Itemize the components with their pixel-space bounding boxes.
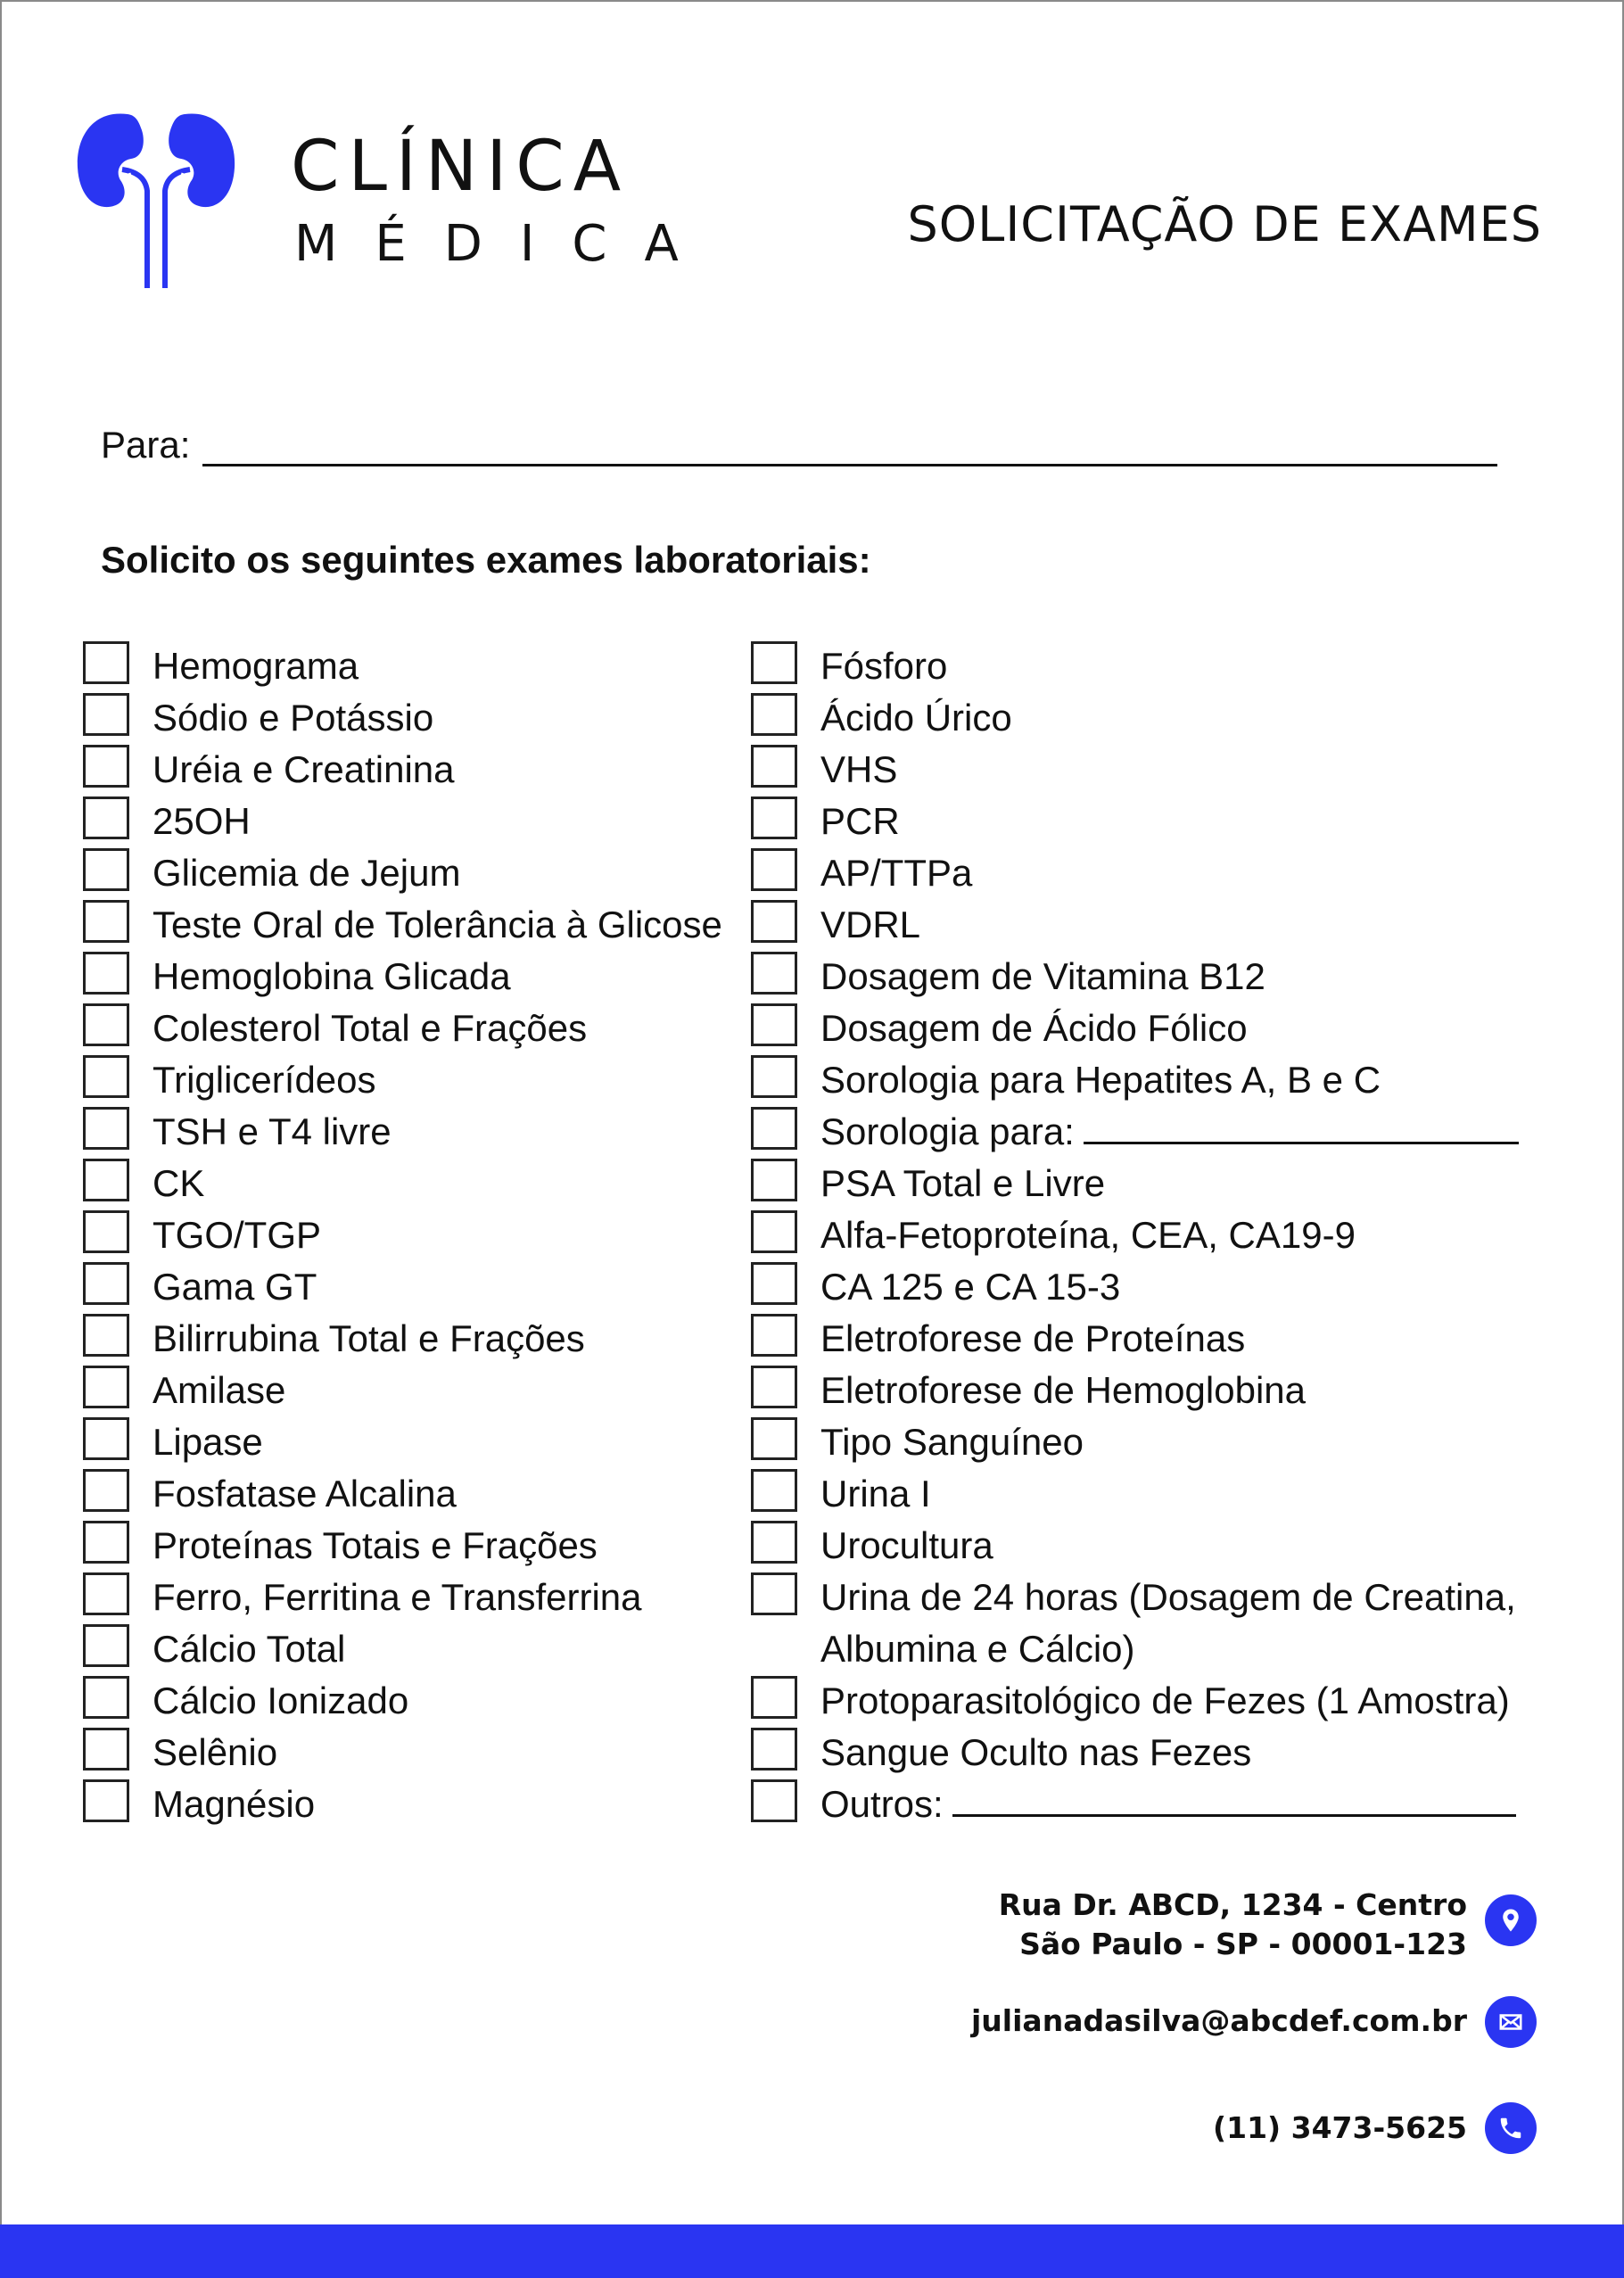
exam-checkbox[interactable]: [751, 1417, 797, 1460]
exam-label: Urina I: [820, 1473, 931, 1515]
exam-checkbox[interactable]: [83, 1469, 129, 1512]
exam-checkbox[interactable]: [83, 1728, 129, 1770]
exam-checkbox[interactable]: [83, 1366, 129, 1408]
exam-checkbox[interactable]: [83, 641, 129, 684]
exam-checkbox[interactable]: [83, 1003, 129, 1046]
exam-checkbox[interactable]: [751, 1572, 797, 1615]
exam-label: Proteínas Totais e Frações: [153, 1524, 598, 1566]
exam-request-intro: Solicito os seguintes exames laboratoriais:: [101, 539, 871, 581]
exam-label: Amilase: [153, 1369, 286, 1411]
exam-label-with-blank: [820, 1779, 1516, 1830]
exam-checkbox[interactable]: [751, 1210, 797, 1253]
exam-label: Bilirrubina Total e Frações: [153, 1317, 585, 1359]
exam-label: VHS: [820, 748, 898, 790]
kidneys-icon: [76, 105, 236, 293]
exam-checkbox[interactable]: [751, 641, 797, 684]
exam-checkbox[interactable]: [83, 1159, 129, 1201]
exam-checkbox[interactable]: [83, 1572, 129, 1615]
exam-label: Dosagem de Vitamina B12: [820, 955, 1265, 997]
exam-checkbox[interactable]: [751, 848, 797, 891]
address-line1: Rua Dr. ABCD, 1234 - Centro: [998, 1887, 1467, 1922]
exam-checkbox[interactable]: [83, 848, 129, 891]
exam-label: Sangue Oculto nas Fezes: [820, 1731, 1252, 1773]
exam-checkbox[interactable]: [751, 1003, 797, 1046]
exam-label: Tipo Sanguíneo: [820, 1421, 1084, 1463]
exam-label: Magnésio: [153, 1783, 316, 1825]
exam-checkbox[interactable]: [83, 796, 129, 839]
exam-checkbox[interactable]: [751, 1366, 797, 1408]
exam-label: Fósforo: [820, 645, 948, 687]
exam-label: Lipase: [153, 1421, 263, 1463]
exam-label: Eletroforese de Hemoglobina: [820, 1369, 1306, 1411]
exam-label: Glicemia de Jejum: [153, 852, 461, 894]
exam-label: PSA Total e Livre: [820, 1162, 1106, 1204]
exam-checkbox[interactable]: [83, 952, 129, 995]
envelope-icon: [1485, 1996, 1537, 2048]
exam-label: Hemoglobina Glicada: [153, 955, 511, 997]
para-label: Para:: [101, 424, 191, 466]
exam-label: Urocultura: [820, 1524, 993, 1566]
exam-checkbox[interactable]: [751, 796, 797, 839]
exam-checkbox[interactable]: [83, 745, 129, 788]
exam-checkbox[interactable]: [83, 1314, 129, 1357]
exam-checkbox[interactable]: [83, 1107, 129, 1150]
exam-checkbox[interactable]: [83, 1624, 129, 1667]
brand-name-line1: CLÍNICA: [291, 127, 631, 207]
contact-email[interactable]: julianadasilva@abcdef.com.br: [971, 2003, 1467, 2038]
exam-checkbox[interactable]: [751, 1469, 797, 1512]
exam-label: Alfa-Fetoproteína, CEA, CA19-9: [820, 1214, 1356, 1256]
exam-checkbox[interactable]: [751, 1055, 797, 1098]
contact-phone[interactable]: (11) 3473-5625: [1213, 2110, 1467, 2145]
exam-checkbox[interactable]: [83, 1262, 129, 1305]
exam-checkbox[interactable]: [751, 1676, 797, 1719]
exam-label: VDRL: [820, 904, 921, 945]
contact-address: [999, 1886, 1467, 1964]
exam-checkbox[interactable]: [83, 1521, 129, 1564]
exam-label: Hemograma: [153, 645, 359, 687]
exam-label: TSH e T4 livre: [153, 1110, 392, 1152]
exam-checkbox[interactable]: [751, 900, 797, 943]
outros-blank-field[interactable]: [952, 1780, 1516, 1817]
exam-checkbox[interactable]: [751, 693, 797, 736]
exam-label: TGO/TGP: [153, 1214, 321, 1256]
address-line2: São Paulo - SP - 00001-123: [1019, 1927, 1467, 1961]
exam-label: Sorologia para:: [820, 1110, 1075, 1152]
exam-label-with-blank: [820, 1106, 1519, 1158]
exam-label: Fosfatase Alcalina: [153, 1473, 457, 1515]
footer-accent-bar: [0, 2224, 1624, 2278]
exam-label: Cálcio Ionizado: [153, 1680, 409, 1721]
exam-label: PCR: [820, 800, 900, 842]
exam-checkbox[interactable]: [751, 1107, 797, 1150]
exam-label: Ácido Úrico: [820, 697, 1012, 739]
exam-checkbox[interactable]: [751, 745, 797, 788]
exam-checkbox[interactable]: [751, 1728, 797, 1770]
exam-checkbox[interactable]: [83, 1417, 129, 1460]
exam-checkbox[interactable]: [751, 952, 797, 995]
exam-label: Gama GT: [153, 1266, 317, 1308]
exam-label: Teste Oral de Tolerância à Glicose: [153, 904, 722, 945]
exam-label: Eletroforese de Proteínas: [820, 1317, 1246, 1359]
exam-checkbox[interactable]: [83, 900, 129, 943]
exam-label: Uréia e Creatinina: [153, 748, 455, 790]
exam-label: Dosagem de Ácido Fólico: [820, 1007, 1248, 1049]
exam-label: Outros:: [820, 1783, 944, 1825]
exam-label: CK: [153, 1162, 205, 1204]
phone-icon: [1485, 2102, 1537, 2154]
exam-label: Colesterol Total e Frações: [153, 1007, 588, 1049]
document-title: SOLICITAÇÃO DE EXAMES: [907, 196, 1542, 252]
exam-checkbox[interactable]: [83, 1779, 129, 1822]
exam-label: Selênio: [153, 1731, 278, 1773]
exam-label: Sorologia para Hepatites A, B e C: [820, 1059, 1381, 1101]
exam-checkbox[interactable]: [751, 1779, 797, 1822]
exam-label: Sódio e Potássio: [153, 697, 434, 739]
exam-checkbox[interactable]: [83, 1210, 129, 1253]
exam-checkbox[interactable]: [83, 1055, 129, 1098]
exam-label: Cálcio Total: [153, 1628, 346, 1670]
para-recipient-field[interactable]: [202, 464, 1497, 466]
exam-label: Triglicerídeos: [153, 1059, 376, 1101]
exam-checkbox[interactable]: [83, 1676, 129, 1719]
sorologia-blank-field[interactable]: [1084, 1108, 1519, 1144]
exam-checkbox[interactable]: [751, 1159, 797, 1201]
exam-label: Urina de 24 horas (Dosagem de Creatina,: [820, 1576, 1516, 1618]
exam-label: 25OH: [153, 800, 251, 842]
exam-label-continued: Albumina e Cálcio): [820, 1628, 1135, 1670]
exam-checkbox[interactable]: [751, 1521, 797, 1564]
exam-label: AP/TTPa: [820, 852, 973, 894]
exam-checkbox[interactable]: [751, 1262, 797, 1305]
brand-name-line2: MÉDICA: [294, 215, 716, 273]
exam-checkbox[interactable]: [83, 693, 129, 736]
exam-label: Protoparasitológico de Fezes (1 Amostra): [820, 1680, 1510, 1721]
location-pin-icon: [1485, 1894, 1537, 1946]
exam-label: Ferro, Ferritina e Transferrina: [153, 1576, 642, 1618]
exam-label: CA 125 e CA 15-3: [820, 1266, 1121, 1308]
exam-checkbox[interactable]: [751, 1314, 797, 1357]
